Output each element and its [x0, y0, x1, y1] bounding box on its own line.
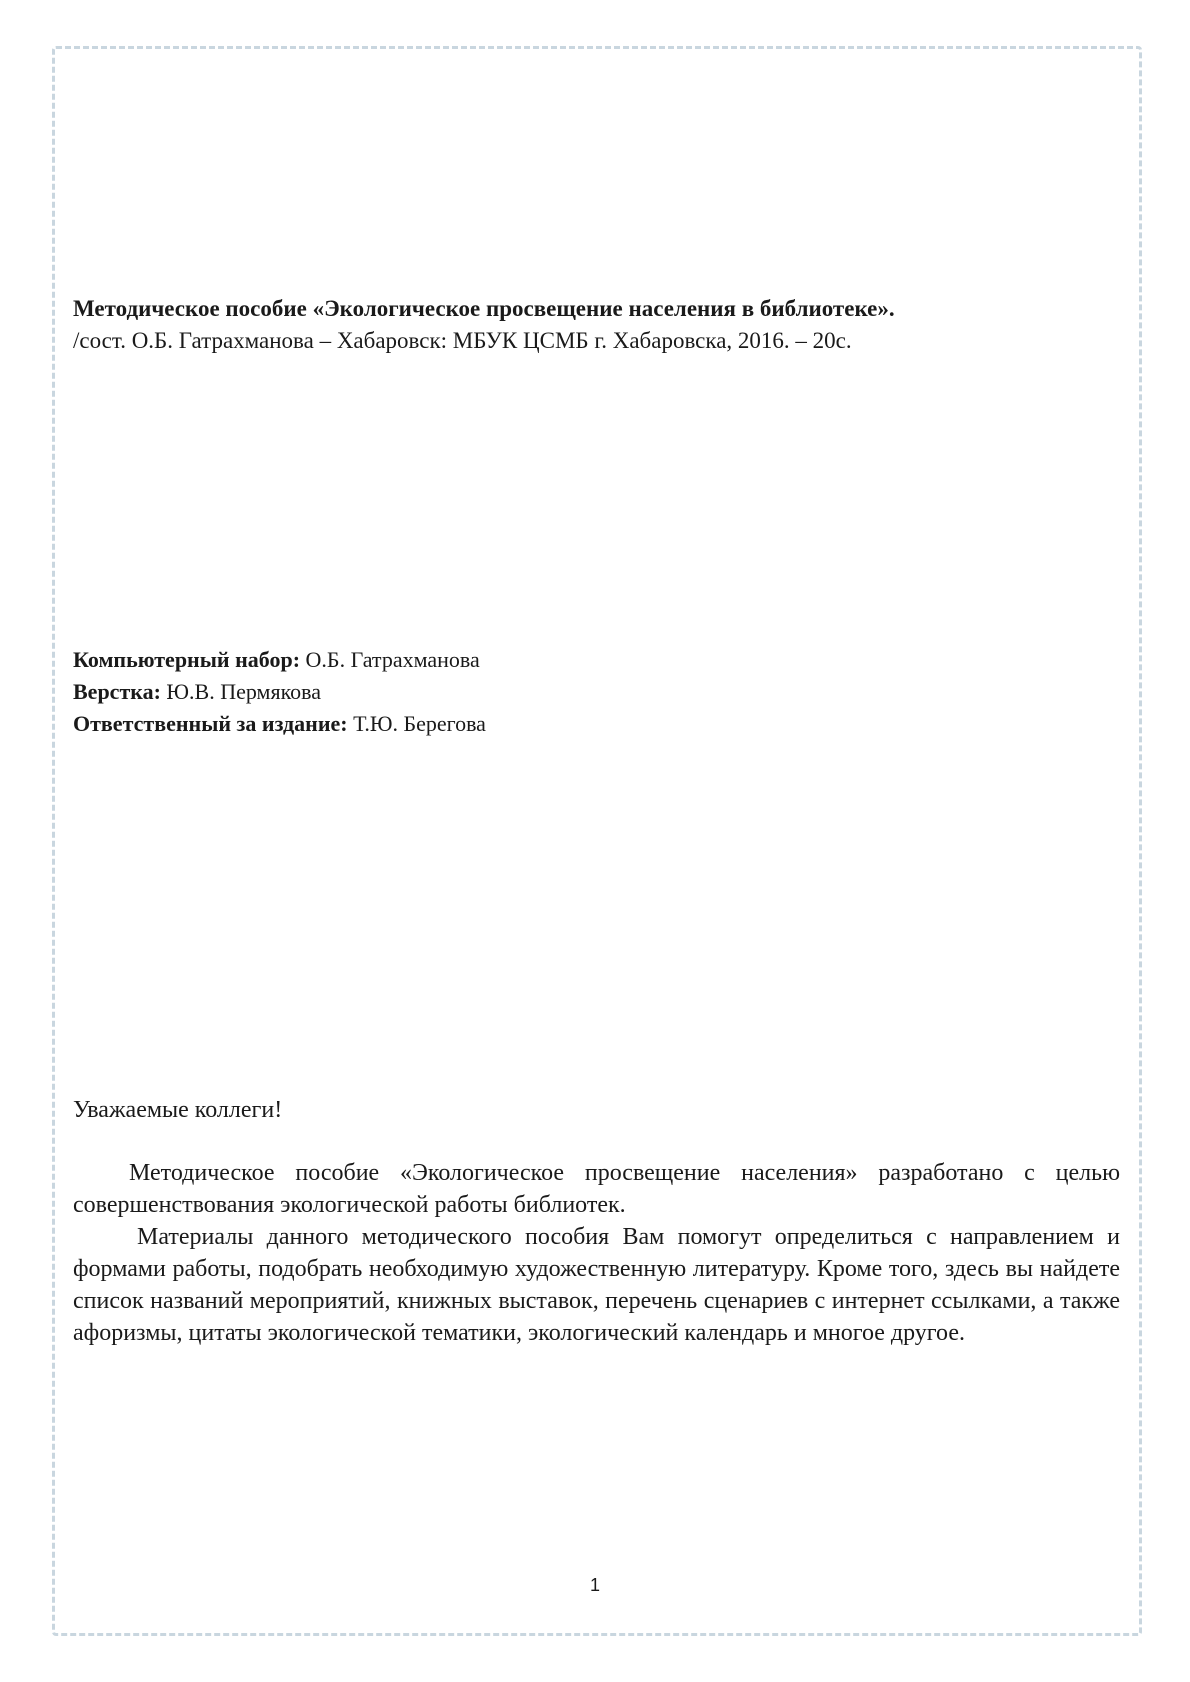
- credit-line-editor: [73, 708, 1120, 740]
- page-number: 1: [589, 1575, 600, 1595]
- credit-line-typing: [73, 644, 1120, 676]
- credit-label: Компьютерный набор:: [73, 647, 301, 672]
- page-border: [52, 46, 1142, 1636]
- credit-label: Ответственный за издание:: [73, 711, 348, 736]
- greeting: Уважаемые коллеги!: [73, 1097, 283, 1123]
- credit-label: Верстка:: [73, 679, 161, 704]
- intro-text: [73, 1157, 1120, 1349]
- citation-imprint: /сост. О.Б. Гатрахманова – Хабаровск: МБУК ЦСМБ г. Хабаровска, 2016. – 20с.: [73, 328, 852, 353]
- intro-paragraph: Материалы данного методического пособия Вам помогут определиться с направлением и формами работы, подобрать необходимую художественную литературу. Кроме того, здесь вы найдете список названий мероприятий, книжных выставок, перечень сценариев с интернет ссылками, а также афоризмы, цитаты экологической тематики, экологический календарь и многое другое.: [73, 1224, 1120, 1346]
- credit-value: Ю.В. Пермякова: [160, 679, 322, 704]
- credit-line-layout: [73, 676, 1120, 708]
- credits: [73, 644, 1120, 740]
- intro-paragraph: Методическое пособие «Экологическое просвещение населения» разработано с целью совершенствования экологической работы библиотек.: [73, 1160, 1120, 1218]
- bibliographic-citation: [73, 293, 1120, 357]
- credit-value: Т.Ю. Берегова: [347, 711, 486, 736]
- credit-value: О.Б. Гатрахманова: [300, 647, 480, 672]
- citation-title: Методическое пособие «Экологическое просвещение населения в библиотеке».: [73, 296, 895, 321]
